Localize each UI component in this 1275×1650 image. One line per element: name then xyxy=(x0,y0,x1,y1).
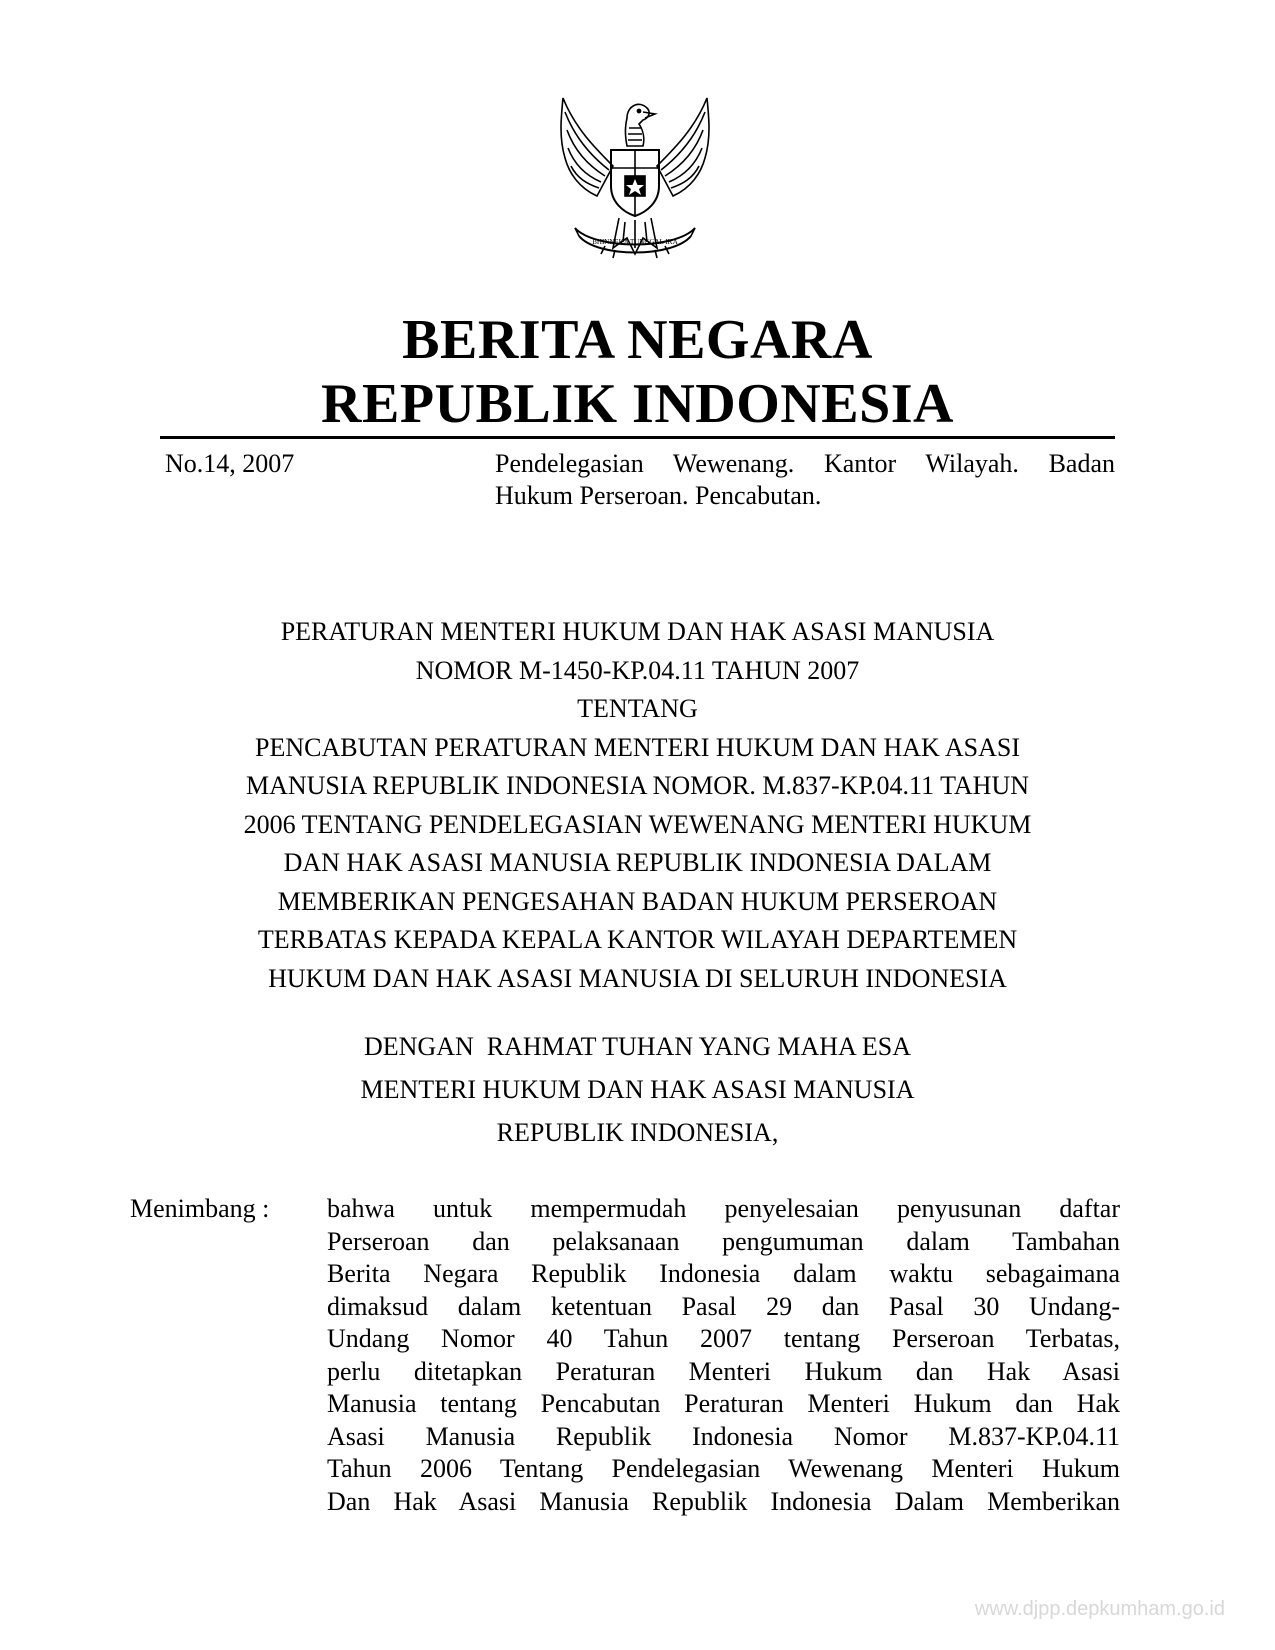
regulation-title-line: PENCABUTAN PERATURAN MENTERI HUKUM DAN HAK ASASI xyxy=(255,732,1020,762)
gazette-title-line1: BERITA NEGARA xyxy=(402,309,873,371)
gazette-subject xyxy=(495,448,1115,512)
preamble-line: REPUBLIK INDONESIA, xyxy=(496,1118,779,1147)
garuda-emblem xyxy=(535,78,735,278)
considering-body xyxy=(327,1193,1120,1518)
regulation-title-line: HUKUM DAN HAK ASASI MANUSIA DI SELURUH INDONESIA xyxy=(268,963,1007,993)
considering-line: Berita Negara Republik Indonesia dalam waktu sebagaimana xyxy=(327,1259,1120,1288)
considering-label: Menimbang : xyxy=(130,1194,270,1223)
gazette-title-line2: REPUBLIK INDONESIA xyxy=(321,373,954,435)
regulation-title-line: TERBATAS KEPADA KEPALA KANTOR WILAYAH DEPARTEMEN xyxy=(257,925,1018,954)
considering-line: Dan Hak Asasi Manusia Republik Indonesia Dalam Memberikan xyxy=(327,1486,1120,1516)
considering-line: perlu ditetapkan Peraturan Menteri Hukum dan Hak Asasi xyxy=(327,1356,1120,1386)
preamble xyxy=(150,1025,1125,1154)
regulation-title-line: MEMBERIKAN PENGESAHAN BADAN HUKUM PERSEROAN xyxy=(277,886,998,916)
regulation-title-line: NOMOR M-1450-KP.04.11 TAHUN 2007 xyxy=(415,655,860,685)
considering-line: Manusia tentang Pencabutan Peraturan Menteri Hukum dan Hak xyxy=(327,1389,1120,1418)
considering-line: Perseroan dan pelaksanaan pengumuman dalam Tambahan xyxy=(327,1226,1120,1256)
regulation-title-line: DAN HAK ASASI MANUSIA REPUBLIK INDONESIA DALAM xyxy=(283,848,992,877)
gazette-number: No.14, 2007 xyxy=(165,449,295,478)
considering-line: bahwa untuk mempermudah penyelesaian penyusunan daftar xyxy=(327,1194,1120,1223)
considering-line: Undang Nomor 40 Tahun 2007 tentang Perseroan Terbatas, xyxy=(327,1324,1120,1353)
regulation-title-line: TENTANG xyxy=(577,694,698,723)
preamble-line: DENGAN RAHMAT TUHAN YANG MAHA ESA xyxy=(364,1032,911,1061)
header-rule xyxy=(160,436,1115,439)
preamble-line: MENTERI HUKUM DAN HAK ASASI MANUSIA xyxy=(360,1075,915,1104)
subject-line: Hukum Perseroan. Pencabutan. xyxy=(495,481,822,510)
regulation-title xyxy=(150,613,1125,998)
considering-line: dimaksud dalam ketentuan Pasal 29 dan Pasal 30 Undang- xyxy=(327,1291,1120,1321)
regulation-title-line: MANUSIA REPUBLIK INDONESIA NOMOR. M.837-KP.04.11 TAHUN xyxy=(245,771,1030,800)
watermark-url: www.djpp.depkumham.go.id xyxy=(974,1598,1225,1620)
emblem-motto: BHINNEKA TUNGGAL IKA xyxy=(592,238,678,246)
considering-line: Tahun 2006 Tentang Pendelegasian Wewenang Menteri Hukum xyxy=(327,1454,1120,1483)
emblem-svg xyxy=(535,78,735,278)
subject-line: Pendelegasian Wewenang. Kantor Wilayah. Badan xyxy=(495,449,1115,478)
regulation-title-line: 2006 TENTANG PENDELEGASIAN WEWENANG MENTERI HUKUM xyxy=(243,809,1032,839)
regulation-title-line: PERATURAN MENTERI HUKUM DAN HAK ASASI MANUSIA xyxy=(280,617,995,646)
considering-line: Asasi Manusia Republik Indonesia Nomor M.837-KP.04.11 xyxy=(327,1421,1120,1451)
